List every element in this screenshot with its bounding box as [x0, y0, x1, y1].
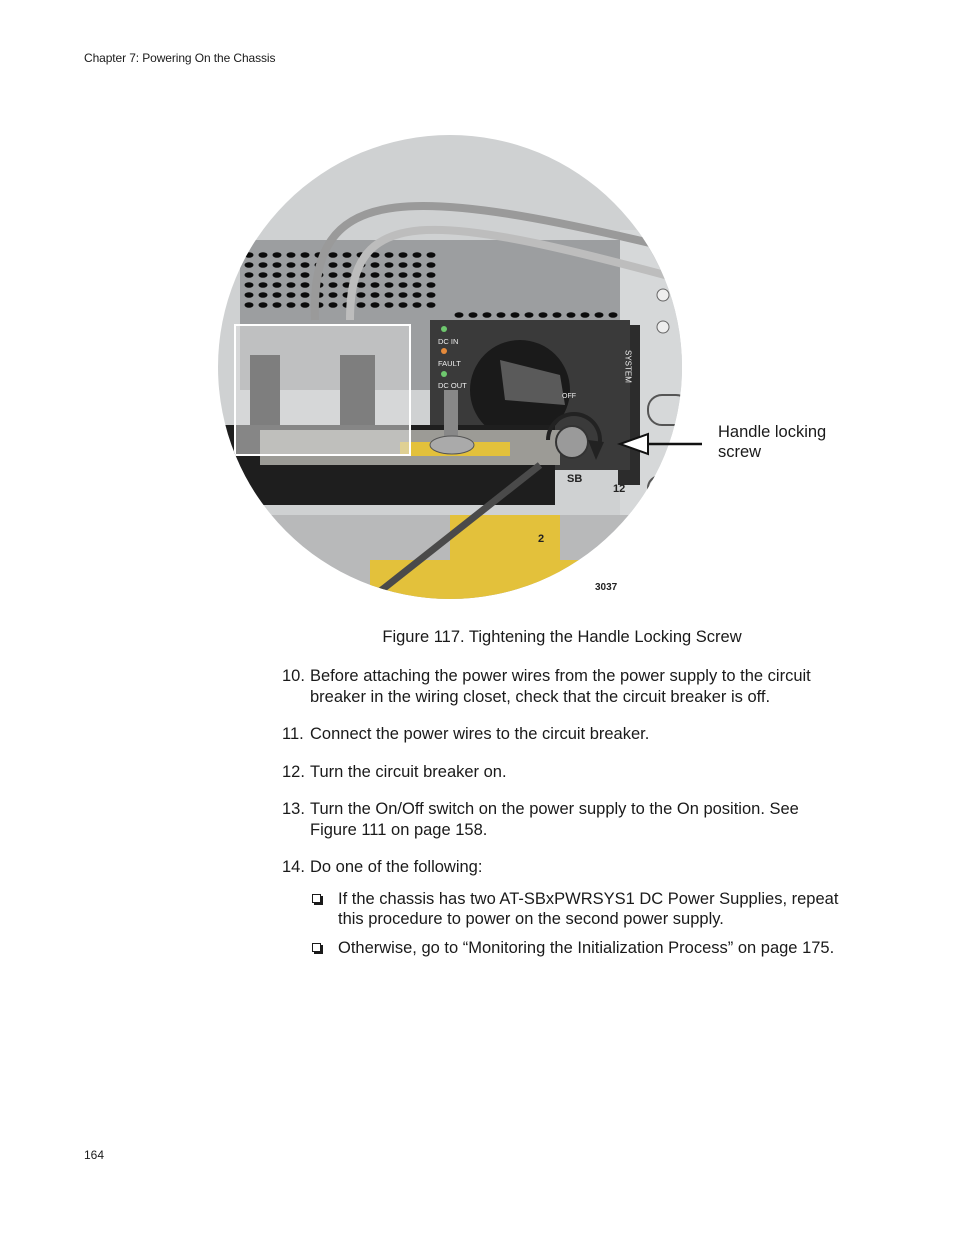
step-text: Do one of the following: [310, 858, 483, 876]
step-item [282, 666, 842, 707]
bullet-text: Otherwise, go to “Monitoring the Initialization Process” on page 175. [338, 938, 835, 957]
step-text: Turn the On/Off switch on the power supply to the On position. See Figure 111 on page 158. [310, 800, 799, 839]
step-text: Turn the circuit breaker on. [310, 762, 507, 781]
step-text: Before attaching the power wires from the power supply to the circuit breaker in the wiring closet, check that the circuit breaker is off. [310, 667, 811, 706]
dc-in-label: DC IN [438, 337, 459, 346]
page-number: 164 [84, 1148, 105, 1162]
callout-line-1: Handle locking [718, 423, 827, 441]
checkbox-bullet-icon [312, 894, 321, 903]
figure-caption: Figure 117. Tightening the Handle Locking Screw [382, 628, 742, 646]
fault-label: FAULT [438, 359, 461, 368]
callout-line-2: screw [718, 443, 762, 461]
step-item [282, 724, 842, 745]
off-label: OFF [562, 393, 576, 400]
system-label: SYSTEM [623, 350, 633, 383]
step-number: 14. [282, 858, 305, 876]
slot-number-label: 12 [613, 483, 626, 495]
figure-illustration [200, 120, 720, 615]
checkbox-bullet-icon [312, 943, 321, 952]
step-item [282, 799, 842, 840]
callout-handle-locking-screw [718, 422, 858, 462]
bullet-list [282, 889, 842, 959]
procedure-steps [282, 666, 842, 966]
drawing-id-label: 3037 [595, 582, 618, 593]
bullet-item [310, 938, 842, 959]
step-number: 13. [282, 800, 305, 818]
step-number: 11. [282, 725, 304, 743]
slot-label: SB [567, 473, 583, 485]
step-item [282, 762, 842, 783]
step-number: 10. [282, 667, 305, 685]
running-header: Chapter 7: Powering On the Chassis [84, 51, 276, 65]
dc-out-label: DC OUT [438, 381, 467, 390]
step-number: 12. [282, 762, 305, 781]
bullet-item [310, 889, 842, 930]
step-text: Connect the power wires to the circuit breaker. [310, 725, 650, 743]
step-item [282, 857, 842, 878]
slot-number-label-2: 2 [538, 533, 545, 545]
bullet-text: If the chassis has two AT-SBxPWRSYS1 DC Power Supplies, repeat this procedure to power on the second power supply. [338, 889, 839, 928]
